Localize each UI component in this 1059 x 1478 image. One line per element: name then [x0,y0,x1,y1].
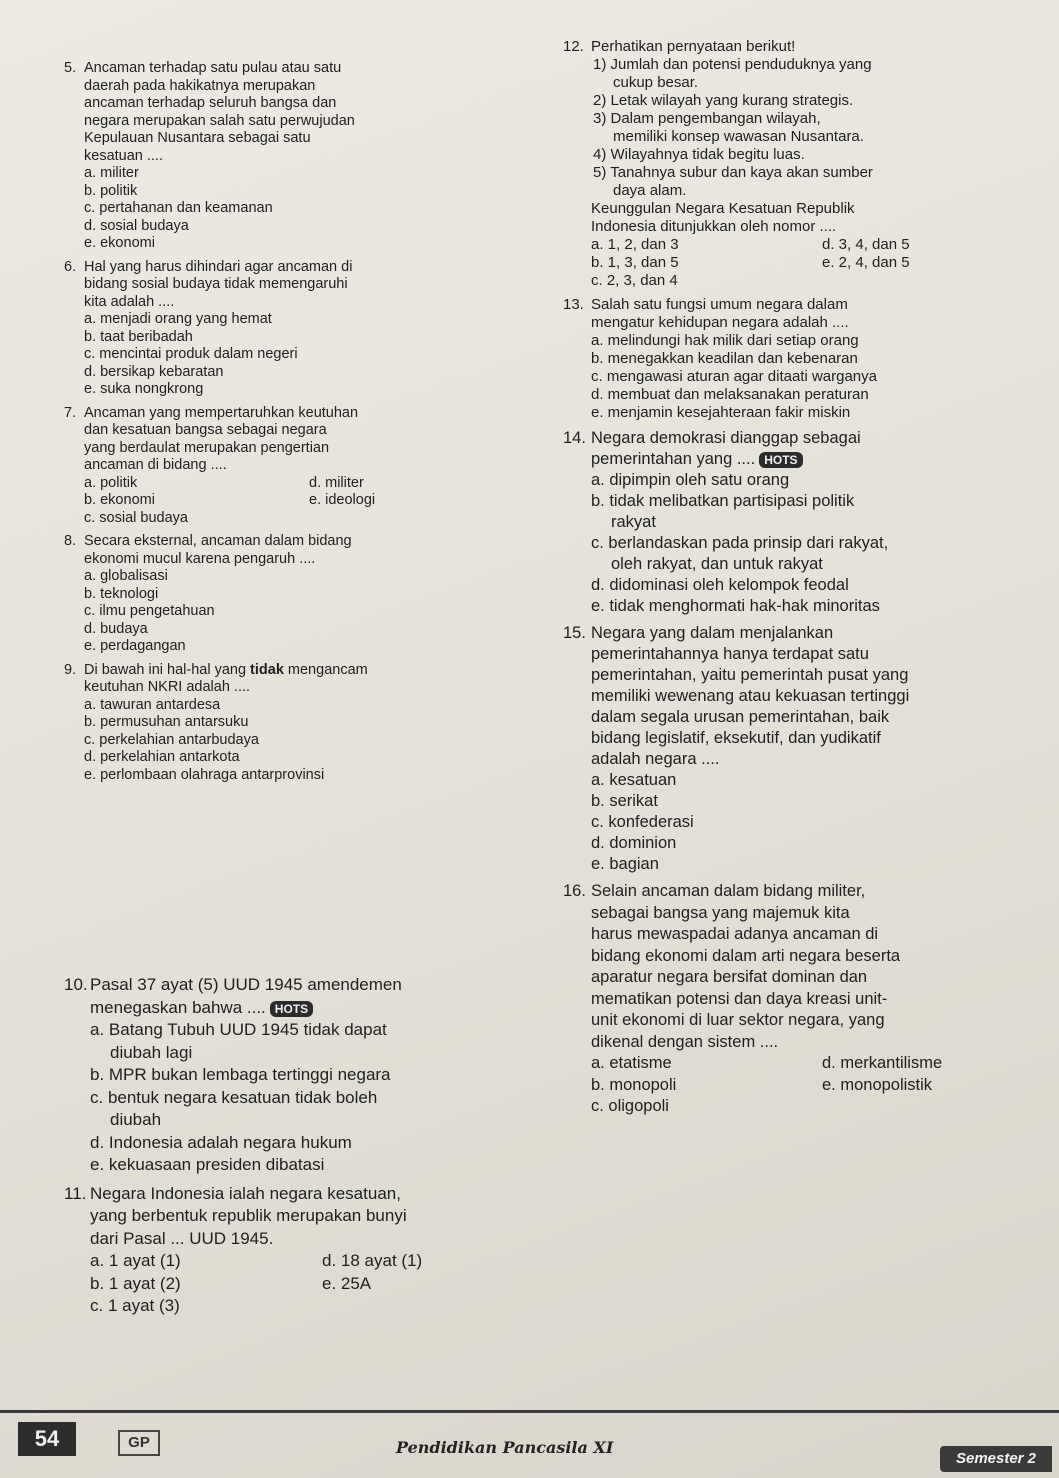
option: c. pertahanan dan keamanan [84,200,273,216]
book-title: Pendidikan Pancasila XI [396,1438,614,1457]
option: c. perkelahian antarbudaya [84,731,259,748]
option: e. menjamin kesejahteraan fakir miskin [591,404,851,421]
option: c. ilmu pengetahuan [84,603,215,619]
option: b. politik [84,182,138,199]
option: b. teknologi [84,585,159,602]
page-footer [0,1402,1059,1478]
question-9: 9. Di bawah ini hal-hal yang tidak mengancam keutuhan NKRI adalah .... a. tawuran antardesa b. permusuhan antarsuku c. perkelahian antarbudaya d. perkelahian antarkota e. perlombaan olahraga antarprovinsi [64,662,534,785]
option: a. tawuran antardesa [84,696,221,713]
option: d. bersikap kebaratan [84,363,224,380]
page-number: 54 [18,1422,76,1456]
option: c. bentuk negara kesatuan tidak boleh [90,1087,378,1107]
option: b. tidak melibatkan partisipasi politik [591,492,855,510]
option: a. melindungi hak milik dari setiap orang [591,332,859,349]
option: d. militer [309,474,364,491]
option: a. globalisasi [84,568,168,584]
left-column-lower [64,974,554,1324]
option: c. 1 ayat (3) [90,1296,180,1315]
option: e. 2, 4, dan 5 [822,254,910,271]
option: b. menegakkan keadilan dan kebenaran [591,350,858,367]
option: e. tidak menghormati hak-hak minoritas [591,597,880,615]
question-13: 13. Salah satu fungsi umum negara dalam mengatur kehidupan negara adalah .... a. melindungi hak milik dari setiap orang b. menegakkan keadilan dan kebenaran c. mengawasi aturan agar ditaati warganya d. membuat dan melaksanakan peraturan e. menjamin kesejahteraan fakir miskin [563,296,1053,422]
question-10: 10. Pasal 37 ayat (5) UUD 1945 amendemen menegaskan bahwa .... HOTS a. Batang Tubuh UUD 1945 tidak dapat diubah lagi b. MPR bukan lembaga tertinggi negara c. bentuk negara kesatuan tidak boleh diubah d. Indonesia adalah negara hukum e. kekuasaan presiden dibatasi [64,974,554,1177]
option: a. Batang Tubuh UUD 1945 tidak dapat [90,1020,387,1039]
option: a. menjadi orang yang hemat [84,311,272,327]
option: e. ideologi [309,492,376,508]
publisher-logo: GP [118,1430,160,1456]
option: d. budaya [84,620,148,637]
question-15: 15. Negara yang dalam menjalankan pemerintahannya hanya terdapat satu pemerintahan, yaitu pemerintah pusat yang memiliki wewenang atau kekuasan tertinggi dalam segala urusan pemerintahan, baik bidang legislatif, eksekutif, dan yudikatif adalah negara .... a. kesatuan b. serikat c. konfederasi d. dominion e. bagian [563,623,1053,875]
option: c. konfederasi [591,813,694,831]
option: e. suka nongkrong [84,381,204,397]
option: c. 2, 3, dan 4 [591,272,678,289]
option: c. mengawasi aturan agar ditaati warganya [591,368,877,385]
option: b. ekonomi [84,492,155,508]
option: a. 1 ayat (1) [90,1251,181,1270]
question-16: 16. Selain ancaman dalam bidang militer, sebagai bangsa yang majemuk kita harus mewaspadai adanya ancaman di bidang ekonomi dalam arti negara beserta aparatur negara bersifat dominan dan mematikan potensi dan daya kreasi unit- unit ekonomi di luar sektor negara, yang dikenal dengan sistem .... a. etatisme d. merkantilisme b. monopoli e. monopolistik c. oligopoli [563,881,1053,1118]
question-5: 5. Ancaman terhadap satu pulau atau satu daerah pada hakikatnya merupakan ancaman terhadap seluruh bangsa dan negara merupakan salah satu perwujudan Kepulauan Nusantara sebagai satu kesatuan .... a. militer b. politik c. pertahanan dan keamanan d. sosial budaya e. ekonomi [64,60,534,253]
option: c. oligopoli [591,1097,669,1115]
option: c. berlandaskan pada prinsip dari rakyat, [591,534,889,552]
hots-badge: HOTS [759,452,802,468]
question-8: 8. Secara eksternal, ancaman dalam bidang ekonomi mucul karena pengaruh .... a. globalisasi b. teknologi c. ilmu pengetahuan d. budaya e. perdagangan [64,533,534,656]
option: b. taat beribadah [84,328,193,345]
option: e. ekonomi [84,235,155,251]
option: a. dipimpin oleh satu orang [591,471,790,489]
option: d. sosial budaya [84,217,189,234]
option: e. monopolistik [822,1075,933,1094]
option: e. bagian [591,855,659,873]
question-6: 6. Hal yang harus dihindari agar ancaman di bidang sosial budaya tidak memengaruhi kita adalah .... a. menjadi orang yang hemat b. taat beribadah c. mencintai produk dalam negeri d. bersikap kebaratan e. suka nongkrong [64,259,534,399]
option: b. 1, 3, dan 5 [591,254,679,271]
option: e. perlombaan olahraga antarprovinsi [84,766,325,783]
option: a. kesatuan [591,771,677,789]
option: d. dominion [591,834,677,852]
option: d. Indonesia adalah negara hukum [90,1132,352,1152]
left-column [64,60,534,790]
option: e. 25A [322,1273,372,1293]
option: b. MPR bukan lembaga tertinggi negara [90,1065,391,1084]
option: d. membuat dan melaksanakan peraturan [591,386,869,403]
question-7: 7. Ancaman yang mempertaruhkan keutuhan dan kesatuan bangsa sebagai negara yang berdaulat merupakan pengertian ancaman di bidang .... a. politik d. militer b. ekonomi e. ideologi c. sosial budaya [64,405,534,528]
semester-label: Semester 2 [940,1446,1052,1472]
option: b. monopoli [591,1075,677,1094]
option: d. merkantilisme [822,1054,943,1072]
option: e. kekuasaan presiden dibatasi [90,1155,325,1174]
option: c. sosial budaya [84,509,188,526]
question-11: 11. Negara Indonesia ialah negara kesatuan, yang berbentuk republik merupakan bunyi dari Pasal ... UUD 1945. a. 1 ayat (1) d. 18 ayat (1) b. 1 ayat (2) e. 25A c. 1 ayat (3) [64,1183,554,1318]
footer-divider [0,1410,1059,1413]
right-column [563,18,1053,1124]
option: c. mencintai produk dalam negeri [84,346,298,362]
option: b. 1 ayat (2) [90,1273,181,1293]
hots-badge: HOTS [270,1001,313,1017]
option: d. 3, 4, dan 5 [822,236,910,253]
option: a. 1, 2, dan 3 [591,236,679,253]
option: b. serikat [591,792,658,810]
option: a. etatisme [591,1054,672,1072]
option: a. militer [84,165,139,181]
question-14: 14. Negara demokrasi dianggap sebagai pemerintahan yang .... HOTS a. dipimpin oleh satu orang b. tidak melibatkan partisipasi politik rakyat c. berlandaskan pada prinsip dari rakyat, oleh rakyat, dan untuk rakyat d. didominasi oleh kelompok feodal e. tidak menghormati hak-hak minoritas [563,428,1053,617]
option: d. 18 ayat (1) [322,1251,423,1270]
option: b. permusuhan antarsuku [84,714,249,730]
option: a. politik [84,474,138,491]
question-12: 12. Perhatikan pernyataan berikut! 1) Jumlah dan potensi penduduknya yang cukup besar. 2) Letak wilayah yang kurang strategis. 3) Dalam pengembangan wilayah, memiliki konsep wawasan Nusantara. 4) Wilayahnya tidak begitu luas. 5) Tanahnya subur dan kaya akan sumber daya alam. Keunggulan Negara Kesatuan Republik Indonesia ditunjukkan oleh nomor .... a. 1, 2, dan 3 d. 3, 4, dan 5 b. 1, 3, dan 5 e. 2, 4, dan 5 c. 2, 3, dan 4 [563,18,1053,290]
option: d. didominasi oleh kelompok feodal [591,576,849,594]
option: e. perdagangan [84,638,186,654]
option: d. perkelahian antarkota [84,749,240,765]
